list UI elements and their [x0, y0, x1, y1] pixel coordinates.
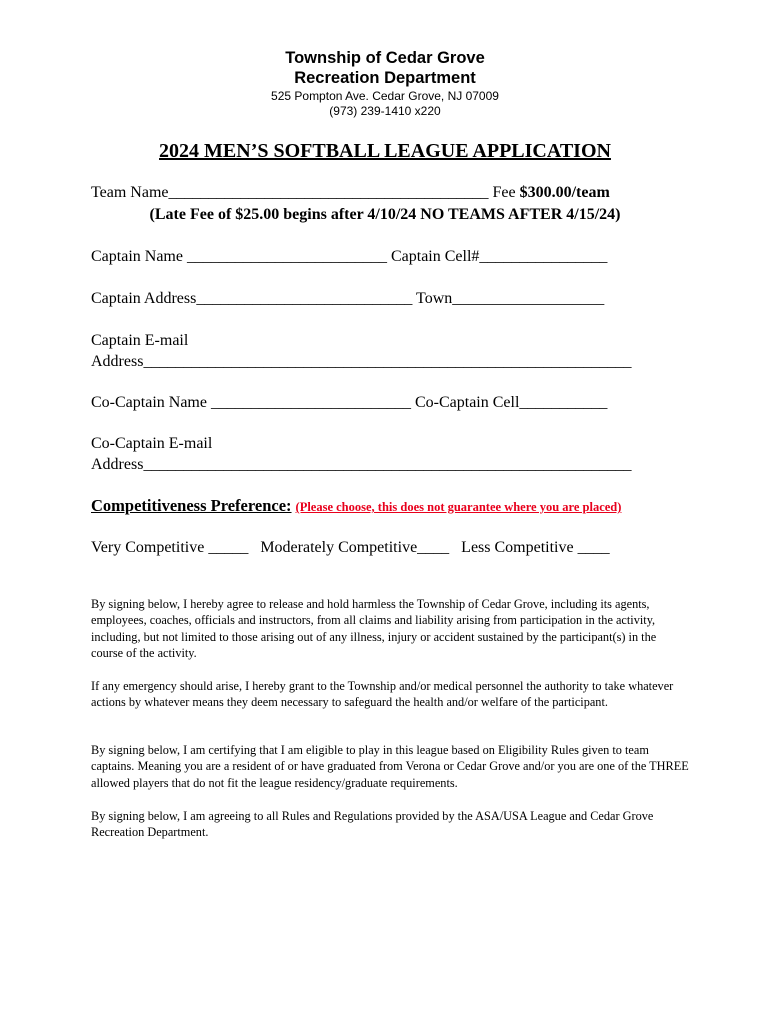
captain-email-field: Address_____________________________________________________________: [91, 353, 632, 370]
team-name-field: [91, 184, 610, 202]
competitiveness-preference: [91, 496, 621, 516]
page-title: 2024 MEN’S SOFTBALL LEAGUE APPLICATION: [159, 140, 611, 162]
captain-address-field: Captain Address___________________________ Town___________________: [91, 290, 605, 307]
department-name: Recreation Department: [294, 69, 476, 87]
preference-note: (Please choose, this does not guarantee where you are placed): [295, 500, 622, 514]
team-fee: $300.00/team: [519, 184, 610, 201]
captain-email-label: Captain E-mail: [91, 332, 189, 349]
co-captain-name-field: Co-Captain Name _________________________ Co-Captain Cell___________: [91, 394, 608, 411]
org-address: 525 Pompton Ave. Cedar Grove, NJ 07009: [271, 89, 499, 103]
rules-paragraph: By signing below, I am agreeing to all Rules and Regulations provided by the ASA/USA League and Cedar Grove Recreation Department.: [91, 809, 654, 840]
co-captain-email-label: Co-Captain E-mail: [91, 435, 213, 452]
preference-label: Competitiveness Preference:: [91, 496, 292, 515]
org-phone: (973) 239-1410 x220: [329, 104, 441, 118]
co-captain-email-field: Address_____________________________________________________________: [91, 456, 632, 473]
release-paragraph: By signing below, I hereby agree to release and hold harmless the Township of Cedar Grove, including its agents, employees, coaches, officials and instructors, from all claims and liability arising from participation in the activity, including, but not limited to those arising out of any illness, injury or accident sustained by the participant(s) in the course of the activity.: [91, 597, 657, 660]
emergency-paragraph: If any emergency should arise, I hereby grant to the Township and/or medical personnel the authority to take whatever actions by whatever means they deem necessary to safeguard the health and/or welfare of the participant.: [91, 679, 674, 710]
org-name: Township of Cedar Grove: [285, 49, 485, 67]
captain-name-field: Captain Name _________________________ Captain Cell#________________: [91, 248, 608, 265]
competitiveness-choices: Very Competitive _____ Moderately Competitive____ Less Competitive ____: [91, 539, 610, 556]
late-fee-notice: (Late Fee of $25.00 begins after 4/10/24 NO TEAMS AFTER 4/15/24): [149, 206, 621, 223]
eligibility-paragraph: By signing below, I am certifying that I am eligible to play in this league based on Eligibility Rules given to team captains. Meaning you are a resident of or have graduated from Verona or Cedar Grove and/or you are one of the THREE allowed players that do not fit the league residency/graduate requirements.: [91, 743, 689, 790]
team-name-label: Team Name________________________________________ Fee: [91, 184, 520, 201]
